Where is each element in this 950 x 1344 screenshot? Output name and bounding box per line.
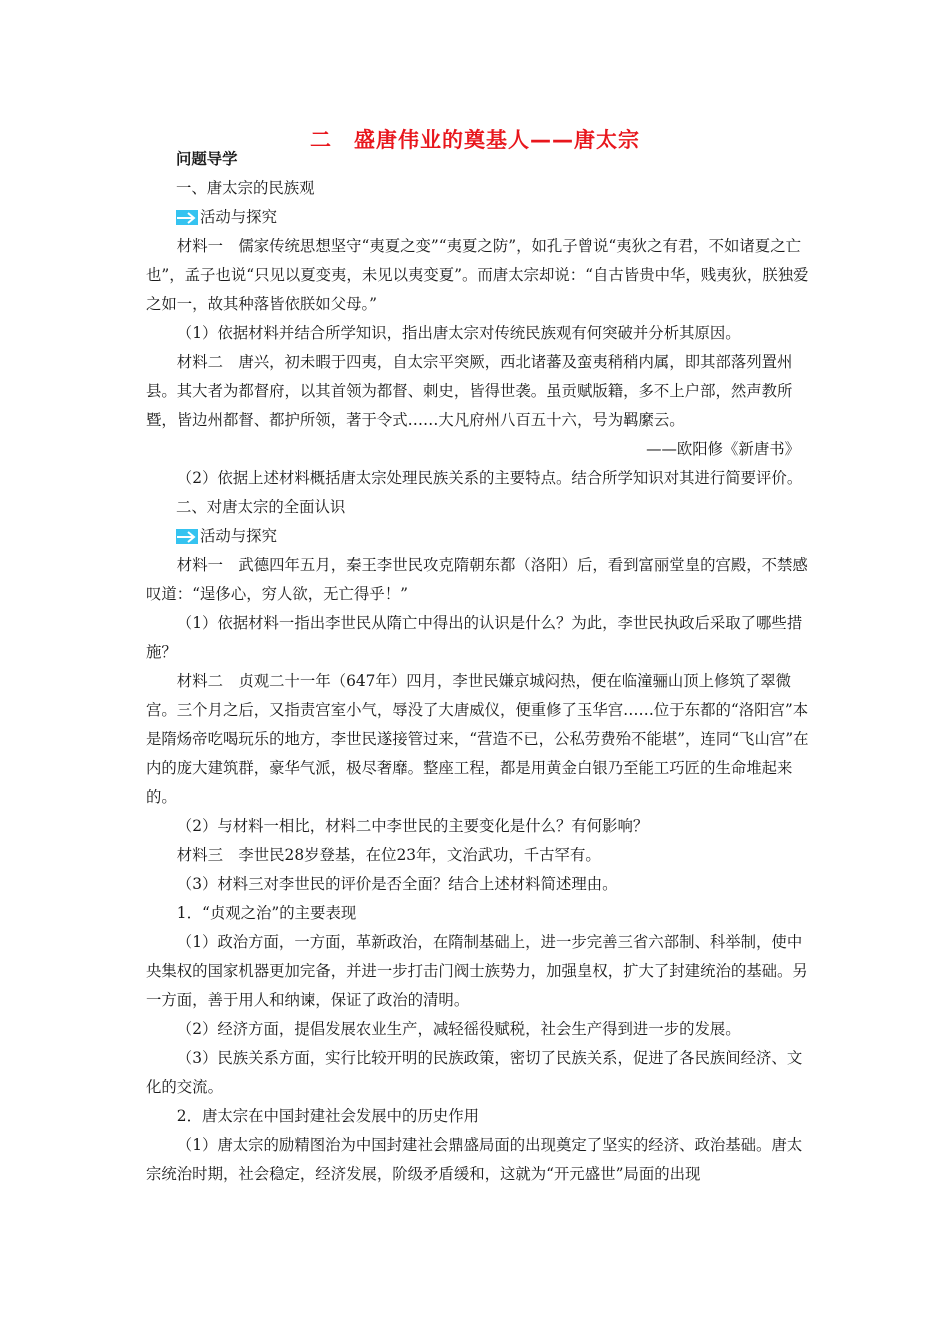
point2-heading: 2．唐太宗在中国封建社会发展中的历史作用 <box>176 1107 480 1125</box>
section2-activity <box>146 522 810 551</box>
point2-item-1: （1）唐太宗的励精图治为中国封建社会鼎盛局面的出现奠定了坚实的经济、政治基础。唐太宗统治时期，社会稳定，经济发展，阶级矛盾缓和，这就为“开元盛世”局面的出现 <box>146 1136 803 1183</box>
arrow-right-icon <box>176 210 198 225</box>
s2-question-1: （1）依据材料一指出李世民从隋亡中得出的认识是什么？为此，李世民执政后采取了哪些措施？ <box>146 614 803 661</box>
s1-material-2-source: ——欧阳修《新唐书》 <box>646 440 800 458</box>
point1-item-2: （2）经济方面，提倡发展农业生产，减轻徭役赋税，社会生产得到进一步的发展。 <box>176 1020 741 1038</box>
s1-question-2: （2）依据上述材料概括唐太宗处理民族关系的主要特点。结合所学知识对其进行简要评价。 <box>176 469 803 487</box>
activity-label: 活动与探究 <box>200 527 277 545</box>
s2-material-2: 材料二 贞观二十一年（647年）四月，李世民嫌京城闷热，便在临潼骊山顶上修筑了翠微宫。三个月之后，又指责宫室小气，辱没了大唐威仪，便重修了玉华宫……位于东都的“洛阳宫”本是隋炀帝吃喝玩乐的地方，李世民遂接管过来，“营造不已，公私劳费殆不能堪”，连同“飞山宫”在内的庞大建筑群，豪华气派，极尽奢靡。整座工程，都是用黄金白银乃至能工巧匠的生命堆起来的。 <box>146 672 809 806</box>
s1-material-1: 材料一 儒家传统思想坚守“夷夏之变”“夷夏之防”，如孔子曾说“夷狄之有君，不如诸夏之亡也”，孟子也说“只见以夏变夷，未见以夷变夏”。而唐太宗却说：“自古皆贵中华，贱夷狄，朕独爱之如一，故其种落皆依朕如父母。” <box>146 237 809 313</box>
s2-material-3: 材料三 李世民28岁登基，在位23年，文治武功，千古罕有。 <box>176 846 601 864</box>
page-title: 二 盛唐伟业的奠基人——唐太宗 <box>310 128 640 152</box>
section1-activity <box>146 203 810 232</box>
section1-heading: 一、唐太宗的民族观 <box>176 179 315 197</box>
s1-question-1: （1）依据材料并结合所学知识，指出唐太宗对传统民族观有何突破并分析其原因。 <box>176 324 741 342</box>
activity-label: 活动与探究 <box>200 208 277 226</box>
s2-material-1: 材料一 武德四年五月，秦王李世民攻克隋朝东都（洛阳）后，看到富丽堂皇的宫殿，不禁感叹道：“逞侈心，穷人欲，无亡得乎！” <box>146 556 808 603</box>
document-body <box>146 144 810 1189</box>
s2-question-2: （2）与材料一相比，材料二中李世民的主要变化是什么？有何影响？ <box>176 817 649 835</box>
point1-heading: 1．“贞观之治”的主要表现 <box>176 904 357 922</box>
point1-item-1: （1）政治方面，一方面，革新政治，在隋制基础上，进一步完善三省六部制、科举制，使中央集权的国家机器更加完备，并进一步打击门阀士族势力，加强皇权，扩大了封建统治的基础。另一方面，善于用人和纳谏，保证了政治的清明。 <box>146 933 808 1009</box>
point1-item-3: （3）民族关系方面，实行比较开明的民族政策，密切了民族关系，促进了各民族间经济、文化的交流。 <box>146 1049 803 1096</box>
s2-question-3: （3）材料三对李世民的评价是否全面？结合上述材料简述理由。 <box>176 875 618 893</box>
s1-material-2: 材料二 唐兴，初未暇于四夷，自太宗平突厥，西北诸蕃及蛮夷稍稍内属，即其部落列置州县。其大者为都督府，以其首领为都督、刺史，皆得世袭。虽贡赋版籍，多不上户部，然声教所暨，皆边州都督、都护所领，著于令式……大凡府州八百五十六，号为羁縻云。 <box>146 353 793 429</box>
section2-heading: 二、对唐太宗的全面认识 <box>176 498 346 516</box>
arrow-right-icon <box>176 529 198 544</box>
guide-heading: 问题导学 <box>176 150 238 168</box>
